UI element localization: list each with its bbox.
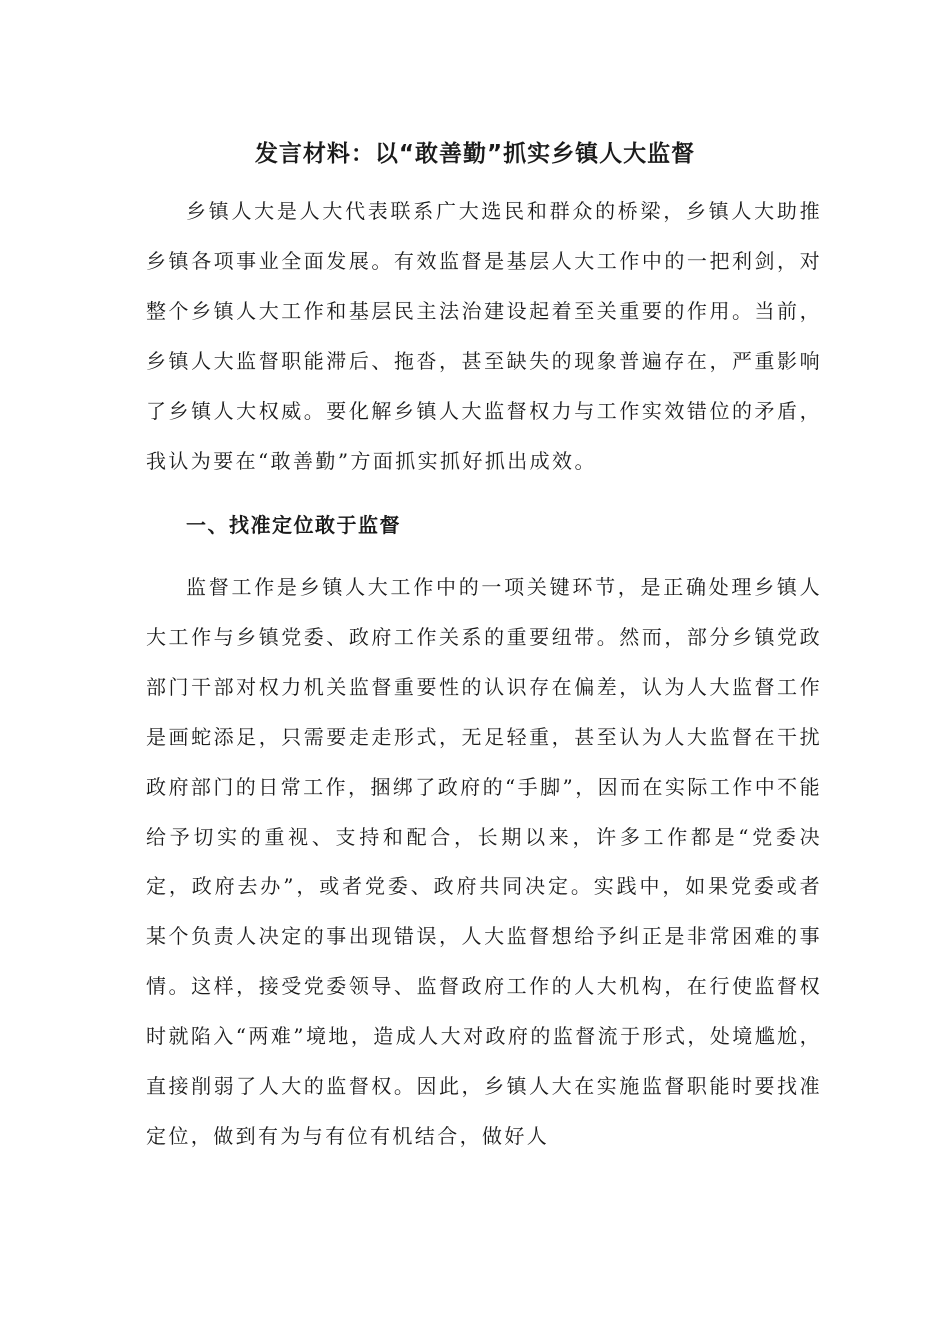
body-paragraph-intro: 乡镇人大是人大代表联系广大选民和群众的桥梁，乡镇人大助推乡镇各项事业全面发展。有效监督是基层人大工作中的一把利剑，对整个乡镇人大工作和基层民主法治建设起着至关重要的作用。当前，乡镇人大监督职能滞后、拖沓，甚至缺失的现象普遍存在，严重影响了乡镇人大权威。要化解乡镇人大监督权力与工作实效错位的矛盾，我认为要在“敢善勤”方面抓实抓好抓出成效。 (146, 199, 822, 473)
page-title: 发言材料：以“敢善勤”抓实乡镇人大监督 (254, 141, 696, 167)
body-paragraph-section-1: 监督工作是乡镇人大工作中的一项关键环节，是正确处理乡镇人大工作与乡镇党委、政府工作关系的重要纽带。然而，部分乡镇党政部门干部对权力机关监督重要性的认识存在偏差，认为人大监督工作是画蛇添足，只需要走走形式，无足轻重，甚至认为人大监督在干扰政府部门的日常工作，捆绑了政府的“手脚”，因而在实际工作中不能给予切实的重视、支持和配合，长期以来，许多工作都是“党委决定，政府去办”，或者党委、政府共同决定。实践中，如果党委或者某个负责人决定的事出现错误，人大监督想给予纠正是非常困难的事情。这样，接受党委领导、监督政府工作的人大机构，在行使监督权时就陷入“两难”境地，造成人大对政府的监督流于形式，处境尴尬，直接削弱了人大的监督权。因此，乡镇人大在实施监督职能时要找准定位，做到有为与有位有机结合，做好人 (146, 575, 822, 1148)
section-heading: 一、找准定位敢于监督 (186, 513, 401, 537)
